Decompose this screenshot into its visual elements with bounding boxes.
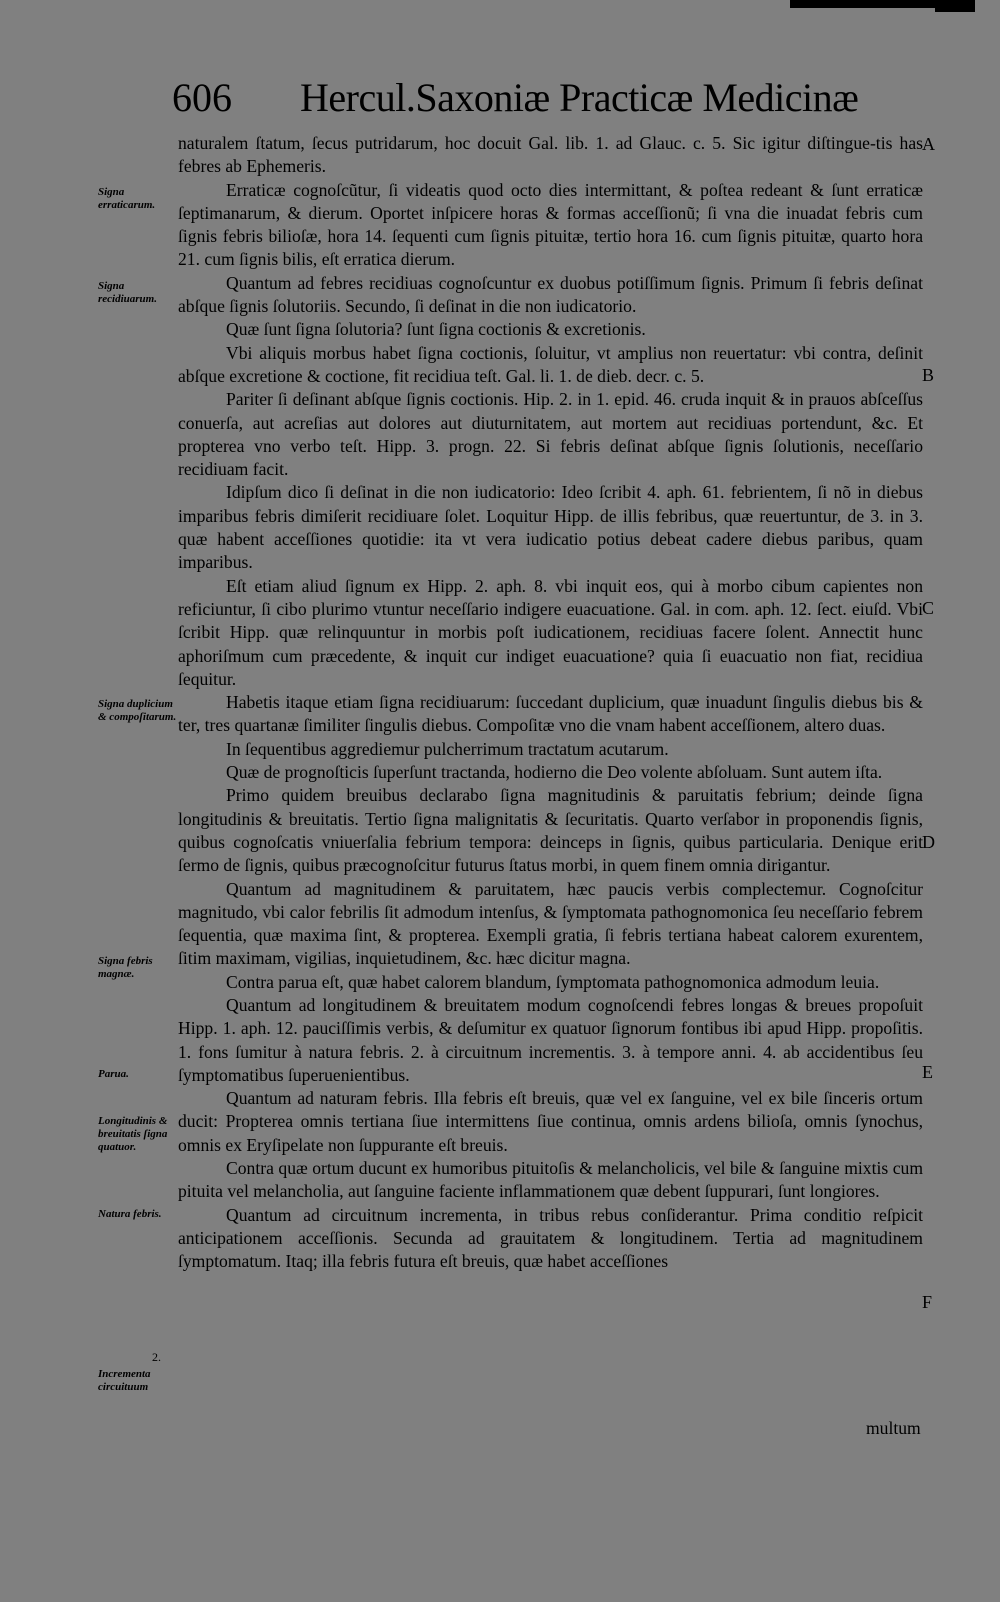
paragraph: Contra quæ ortum ducunt ex humoribus pituitoſis & melancholicis, vel bile & ſanguine mixtis cum pituita vel melancholia, aut ſanguine faciente inflammationem quæ debent ſuppurari, ſunt longiores. (178, 1158, 923, 1202)
margin-note-recidiuarum: Signa recidiuarum. (98, 280, 157, 305)
section-marker-e: E (922, 1062, 933, 1082)
paragraph: Quantum ad febres recidiuas cognoſcuntur ex duobus potiſſimum ſignis. Primum ſi febris deſinat abſque ſignis ſolutoriis. Secundo, ſi deſinat in die non iudicatorio. (178, 272, 923, 317)
body-text (178, 132, 923, 1274)
top-edge-bar (790, 0, 950, 8)
paragraph: Idipſum dico ſi deſinat in die non iudicatorio: Ideo ſcribit 4. aph. 61. febrientem, ſi nõ in diebus imparibus febris dimiſerit recidiuare ſolet. Loquitur Hipp. de illis febribus, quæ reuertuntur, de 3. in 3. quæ habent acceſſiones quotidie: ita vt vera iudicatio potius debeat cadere diebus paribus, quam imparibus. (178, 482, 923, 573)
section-marker-b: B (922, 365, 935, 385)
section-marker-d: D (922, 832, 935, 852)
margin-note-erraticarum: Signa erraticarum. (98, 186, 156, 211)
margin-note-febris-magnae: Signa febris magnæ. (98, 955, 153, 980)
page-number: 606 (172, 75, 232, 120)
paragraph: Erraticæ cognoſcũtur, ſi videatis quod octo dies intermittant, & poſtea redeant & ſunt erraticæ ſeptimanarum, & dierum. Oportet inſpicere horas & formas acceſſionũ; ſi vna die inuadat febris cum ſignis febris bilioſæ, hora 14. ſequenti cum ſignis pituitæ, tertio hora 16. cum ſignis pituitæ, quarto hora 21. cum ſignis bilis, eſt erratica dierum. (178, 179, 923, 270)
margin-note-duplicium: Signa duplicium & compoſitarum. (98, 698, 177, 723)
paragraph: Pariter ſi deſinant abſque ſignis coctionis. Hip. 2. in 1. epid. 46. cruda inquit & in prauos abſceſſus conuerſa, aut acreſias aut dolores aut diuturnitatem, aut mortem aut recidiuas portendunt, &c. Et propterea vno verbo teſt. Hipp. 3. progn. 22. Si febris deſinat abſque ſignis ſolutionis, neceſſario recidiuam facit. (178, 389, 923, 480)
paragraph: Quæ de prognoſticis ſuperſunt tractanda, hodierno die Deo volente abſoluam. Sunt autem iſta. (226, 762, 883, 783)
paragraph: Habetis itaque etiam ſigna recidiuarum: ſuccedant duplicium, quæ inuadunt ſingulis diebus bis & ter, tres quartanæ ſimiliter ſingulis diebus. Compoſitæ vno die vnam habent acceſſionem, altero duas. (178, 692, 923, 736)
paragraph: Quantum ad magnitudinem & paruitatem, hæc paucis verbis complectemur. Cognoſcitur magnitudo, vbi calor febrilis ſit admodum intenſus, & ſymptomata pathognomonica ſeu neceſſario febrem ſequentia, quæ maxima ſint, & propterea. Exempli gratia, ſi febris tertiana habeat calorem exurentem, ſitim maximam, vigilias, inquietudinem, &c. hæc dicitur magna. (178, 878, 923, 969)
section-marker-a: A (922, 134, 935, 154)
catchword: multum (866, 1418, 921, 1438)
margin-note-parua: Parua. (98, 1068, 129, 1080)
margin-note-longitudinis: Longitudinis & breuitatis ſigna quatuor. (98, 1115, 168, 1153)
paragraph: naturalem ſtatum, ſecus putridarum, hoc docuit Gal. lib. 1. ad Glauc. c. 5. Sic igitur diſtingue-tis has febres ab Ephemeris. (178, 133, 923, 177)
section-marker-c: C (922, 598, 935, 618)
paragraph: Vbi aliquis morbus habet ſigna coctionis, ſoluitur, vt amplius non reuertatur: vbi contra, deſinit abſque excretione & coctione, fit recidiua teſt. Gal. li. 1. de dieb. decr. c. 5. (178, 342, 923, 386)
paragraph: Quantum ad naturam febris. Illa febris eſt breuis, quæ vel ex ſanguine, vel ex bile ſinceris ortum ducit: Propterea omnis tertiana ſiue intermittens ſiue continua, omnis ardens bilioſa, omnis ſynochus, omnis ex Eryſipelate non ſuppurante eſt breuis. (178, 1088, 923, 1155)
paragraph: In ſequentibus aggrediemur pulcherrimum tractatum acutarum. (226, 738, 669, 759)
margin-note-natura-febris: Natura febris. (98, 1208, 162, 1220)
top-edge-bar-right (935, 0, 975, 12)
paragraph: Quantum ad longitudinem & breuitatem modum cognoſcendi febres longas & breues propoſuit Hipp. 1. aph. 12. pauciſſimis verbis, & deſumitur ex quatuor ſignorum fontibus ibi apud Hipp. propoſitis. 1. fons ſumitur à natura febris. 2. à circuitnum incrementis. 3. à tempore anni. 4. ab accidentibus ſeu ſymptomatibus ſuperuenientibus. (178, 994, 923, 1085)
paragraph: Quantum ad circuitnum incrementa, in tribus rebus conſiderantur. Prima conditio reſpicit anticipationem acceſſionis. Secunda ad grauitatem & longitudinem. Tertia ad magnitudinem ſymptomatum. Itaq; illa febris futura eſt breuis, quæ habet acceſſiones (178, 1204, 923, 1272)
paragraph: Contra parua eſt, quæ habet calorem blandum, ſymptomata pathognomonica admodum leuia. (226, 971, 880, 992)
running-head: Hercul.Saxoniæ Practicæ Medicinæ (300, 75, 859, 120)
margin-note-incrementa: Incrementa circuituum (98, 1368, 151, 1393)
paragraph: Primo quidem breuibus declarabo ſigna magnitudinis & paruitatis febrium; deinde ſigna longitudinis & breuitatis. Tertio ſigna malignitatis & ſecuritatis. Quarto verſabor in proponendis ſignis, quibus cognoſcatis vniuerſalia febrium tempora: deinceps in ſignis, quibus particularia. Denique erit ſermo de ſignis, quibus præcognoſcitur futurus ſtatus morbi, in quem finem omnia dirigantur. (178, 785, 923, 876)
paragraph: Eſt etiam aliud ſignum ex Hipp. 2. aph. 8. vbi inquit eos, qui à morbo cibum capientes non reficiuntur, ſi cibo plurimo vtuntur neceſſario indigere euacuatione. Gal. in com. aph. 12. ſect. eiuſd. Vbi ſcribit Hipp. quæ relinquuntur in morbis poſt iudicationem, recidiuas facere ſolent. Annectit hunc aphoriſmum cum præcedente, & inquit cur indiget euacuatione? quia ſi euacuatio non fiat, recidiua ſequitur. (178, 575, 923, 689)
paragraph: Quæ ſunt ſigna ſolutoria? ſunt ſigna coctionis & excretionis. (226, 319, 646, 340)
margin-number: 2. (152, 1350, 161, 1364)
section-marker-f: F (922, 1292, 933, 1312)
